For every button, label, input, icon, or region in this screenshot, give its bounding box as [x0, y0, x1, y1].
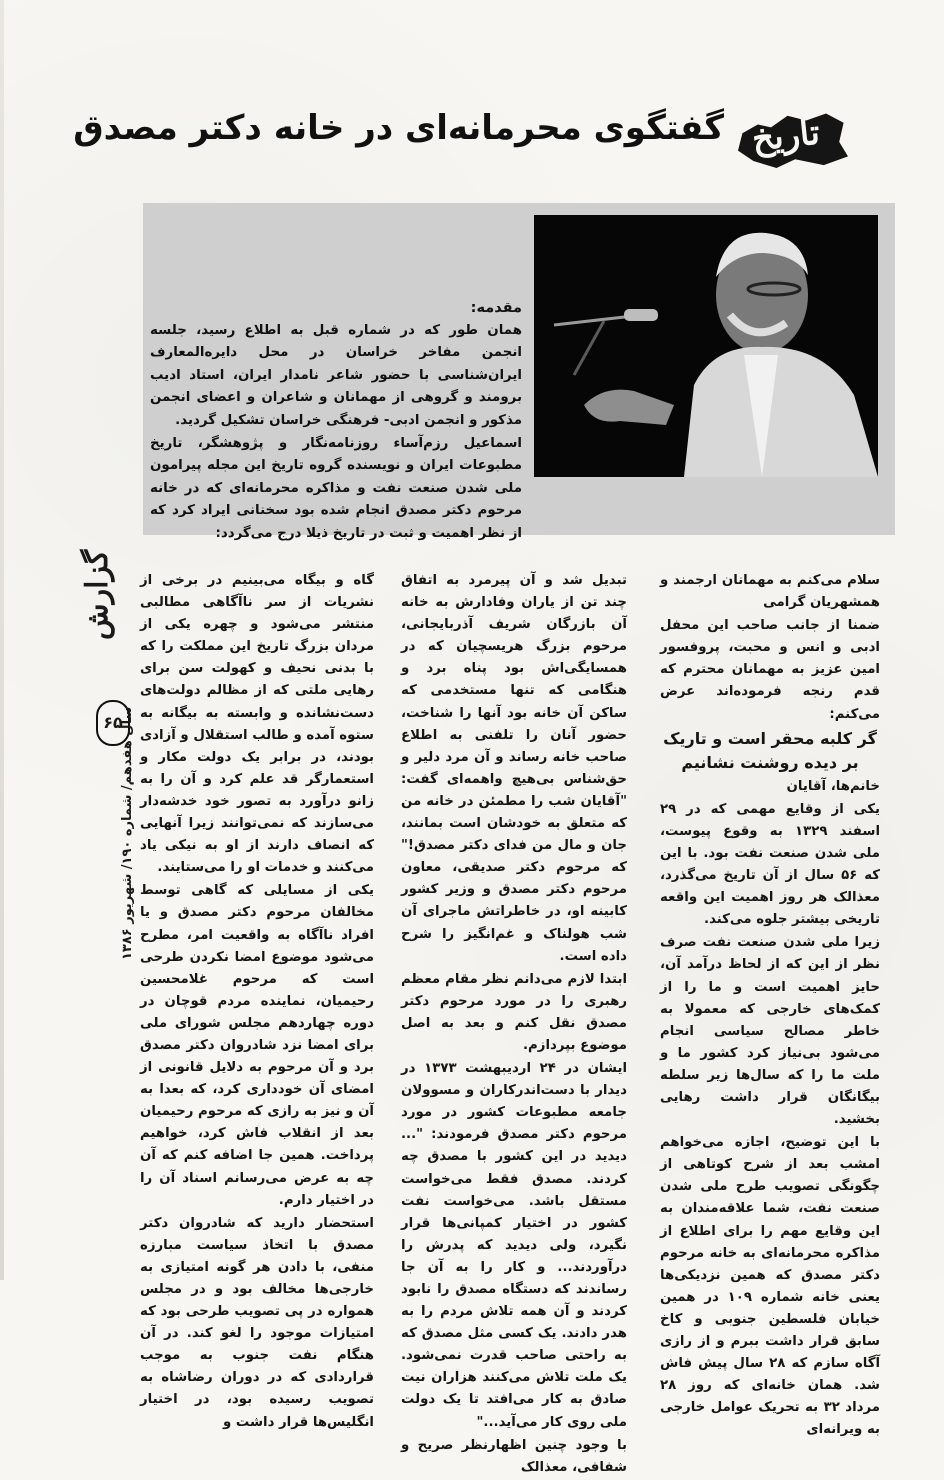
article-title: گفتگوی محرمانه‌ای در خانه دکتر مصدق [73, 108, 724, 148]
article-column-1 [660, 570, 880, 1442]
intro-heading: مقدمه: [470, 300, 522, 316]
paragraph: ابتدا لازم می‌دانم نظر مقام معظم رهبری را در مورد مرحوم دکتر مصدق نقل کنم و بعد به اصل موضوع بپردازم. [401, 971, 627, 1053]
intro-paragraph: همان طور که در شماره قبل به اطلاع رسید، جلسه انجمن مفاخر خراسان در محل دایره‌المعارف ایران‌شناسی با حضور شاعر نامدار ایران، استاد ادیب برومند و گروهی از مهمانان و شاعران و اعضای انجمن مذکور و انجمن ادبی- فرهنگی خراسان تشکیل گردید. [150, 322, 522, 428]
paragraph: گاه و بیگاه می‌بینیم در برخی از نشریات از سر ناآگاهی مطالبی منتشر می‌شود و چهره یکی از مردان بزرگ تاریخ این مملکت را که با بدنی نحیف و کهولت سن برای رهایی ملتی که از مظالم دولت‌های دست‌نشانده و وابسته به بیگانه به ستوه آمده و طالب استقلال و آزادی بودند، در برابر یک دولت مکار و استعمارگر قد علم کرد و آن را به زانو درآورد به تصور خود خدشه‌دار می‌سازند که نمی‌توانند زیرا آنهایی که انصاف دارند از او به نیکی یاد می‌کنند و خدمات او را می‌ستایند. [140, 573, 374, 876]
section-badge [738, 110, 848, 168]
paragraph: یکی از وقایع مهمی که در ۲۹ اسفند ۱۳۲۹ به وقوع پیوست، ملی شدن صنعت نفت بود. با این که ۵۶ سال از آن تاریخ می‌گذرد، معذالک هر روز اهمیت این واقعه تاریخی بیشتر جلوه می‌کند. [660, 801, 880, 928]
speaker-photo [534, 215, 878, 477]
magazine-name: گزارش [80, 549, 115, 640]
verse-line: گر کلبه محقر است و تاریک [663, 728, 877, 748]
verse-line: بر دیده روشنت نشانیم [681, 752, 859, 772]
issue-info: سال هفدهم/ شماره ۱۹۰/ شهریور ۱۳۸۶ [120, 706, 135, 960]
paragraph: با وجود چنین اظهارنظر صریح و شفافی، معذالک [401, 1437, 627, 1475]
speaker-photo-icon [534, 215, 878, 477]
paragraph: تبدیل شد و آن پیرمرد به اتفاق چند تن از یاران وفادارش به خانه آن بازرگان شریف آذربایجانی، مرحوم بزرگ هریسچیان که در همسایگی‌اش بود پناه برد و هنگامی که تنها مستخدمی که ساکن آن خانه بود آنها را شناخت، حضور آنان را تلفنی به اطلاع صاحب خانه رساند و آن مرد دلیر و حق‌شناس بی‌هیچ واهمه‌ای گفت: "آقایان شب را مطمئن در خانه من که متعلق به خودشان است بمانند، جان و مال من فدای دکتر مصدق!" که مرحوم دکتر صدیقی، معاون مرحوم دکتر مصدق و وزیر کشور کابینه او، در خاطراتش ماجرای آن شب هولناک و غم‌انگیز را شرح داده است. [401, 573, 627, 964]
intro-paragraph: اسماعیل رزم‌آساء روزنامه‌نگار و پژوهشگر، تاریخ مطبوعات ایران و نویسنده گروه تاریخ این مجله پیرامون ملی شدن صنعت نفت و مذاکره محرمانه‌ای که در خانه مرحوم دکتر مصدق انجام شده بود سخنانی ایراد کرد که از نظر اهمیت و ثبت در تاریخ ذیلا درج می‌گردد: [150, 435, 522, 541]
paragraph: با این توضیح، اجازه می‌خواهم امشب بعد از شرح کوتاهی از چگونگی تصویب طرح ملی شدن صنعت نفت، شما علاقه‌مندان به این وقایع مهم را برای اطلاع از مذاکره محرمانه‌ای به خانه مرحوم دکتر مصدق که همین نزدیکی‌ها یعنی خانه شماره ۱۰۹ در همین خیابان فلسطین جنوبی و کاخ سابق قرار داشت ببرم و از رازی آگاه سازم که ۲۸ سال پیش فاش شد. همان خانه‌ای که روز ۲۸ مرداد ۳۲ به تحریک عوامل خارجی به ویرانه‌ای [660, 1135, 881, 1438]
paragraph: زیرا ملی شدن صنعت نفت صرف نظر از این که از لحاظ درآمد آن، حایز اهمیت است و ما را از کمک‌های خارجی که معمولا به خاطر مصالح سیاسی انجام می‌شود بی‌نیاز کرد کشور ما و ملت ما را که سال‌ها زیر سلطه بیگانگان قرار داشت رهایی بخشید. [660, 935, 880, 1128]
paragraph: یکی از مسایلی که گاهی توسط مخالفان مرحوم دکتر مصدق و یا افراد ناآگاه به واقعیت امر، مطرح می‌شود موضوع امضا نکردن طرحی است که مرحوم غلامحسین رحیمیان، نماینده مردم قوچان در دوره چهاردهم مجلس شورای ملی برای امضا نزد شادروان دکتر مصدق برد و آن مرحوم به دلایل قانونی از امضای آن خودداری کرد، که بعدا به آن و نیز به رازی که مرحوم رحیمیان بعد از انقلاب فاش کرد، خواهیم پرداخت. همین جا اضافه کنم که آن چه به عرض می‌رسانم اسناد آن را در اختیار دارم. [140, 883, 374, 1208]
article-column-3 [140, 570, 374, 1435]
paragraph: خانم‌ها، آقایان [786, 778, 880, 794]
article-column-2 [401, 570, 627, 1480]
intro-text [150, 297, 522, 546]
section-label: تاریخ [750, 112, 822, 160]
paragraph: ضمنا از جانب صاحب این محفل ادبی و انس و محبت، پروفسور امین عزیز به مهمانان محترم که قدم رنجه فرموده‌اند عرض می‌کنم: [660, 618, 880, 722]
paragraph: استحضار دارید که شادروان دکتر مصدق با اتخاذ سیاست مبارزه منفی، با دادن هر گونه امتیازی به خارجی‌ها مخالف بود و در مجلس همواره در پی تصویب طرحی بود که امتیازات موجود را لغو کند. در آن هنگام نفت جنوب به موجب قراردادی که در دوران رضاشاه به تصویب رسیده بود، در اختیار انگلیس‌ها قرار داشت و [140, 1215, 374, 1430]
paragraph: سلام می‌کنم به مهمانان ارجمند و همشهریان گرامی [660, 573, 880, 611]
page-edge [0, 0, 4, 1280]
paragraph: ایشان در ۲۴ اردیبهشت ۱۳۷۳ در دیدار با دست‌اندرکاران و مسوولان جامعه مطبوعات کشور در مورد مرحوم دکتر مصدق فرمودند: "... دیدید در این کشور با مصدق چه کردند. مصدق فقط می‌خواست مستقل باشد. می‌خواست نفت کشور در اختیار کمپانی‌ها قرار نگیرد، ولی دیدید که پدرش را درآوردند... و کار را به آن جا رساندند که دستگاه مصدق را نابود کردند و آن همه تلاش مردم را به هدر دادند. یک کسی مثل مصدق که به راحتی صاحب قدرت نمی‌شود. یک ملت تلاش می‌کنند هزاران نیت صادق به کار می‌افتد تا یک دولت ملی روی کار می‌آید..." [401, 1061, 627, 1430]
page-number: ۶۵ [96, 700, 130, 746]
